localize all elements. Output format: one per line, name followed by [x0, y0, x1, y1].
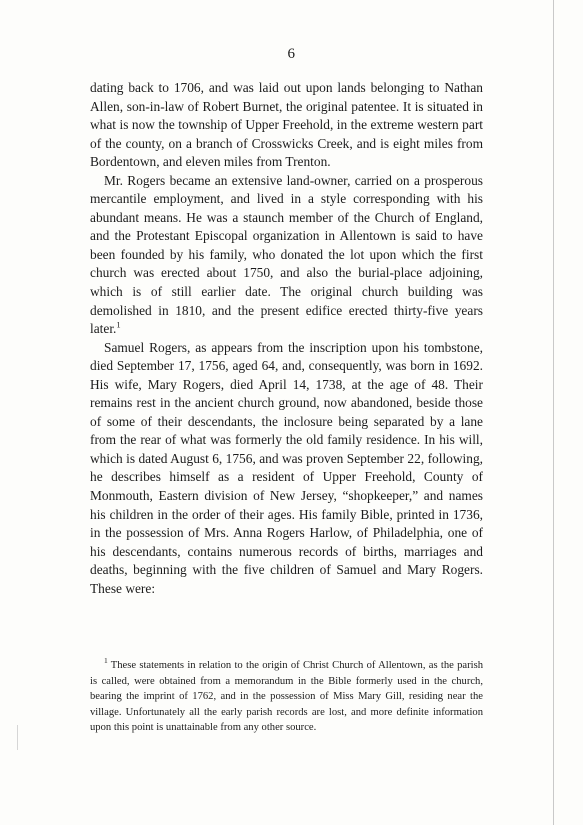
footnote-marker: 1: [116, 319, 121, 330]
page-number: 6: [287, 46, 296, 62]
paragraph-1: dating back to 1706, and was laid out upon lands belonging to Nathan Allen, son-in-law of Robert Burnet, the original patentee. It is situated in what is now the township of Upper Freehold, in the extreme western part of the county, on a branch of Crosswicks Creek, and is eight miles from Bordentown, and eleven miles from Trenton.: [90, 80, 483, 170]
paragraph-2-text: Mr. Rogers became an extensive land-owner, carried on a prosperous mercantile employment, and lived in a style corresponding with his abundant means. He was a staunch member of the Church of England, and the Protestant Episcopal organization in Allentown is said to have been founded by his family, who donated the lot upon which the first church was erected about 1750, and also the burial-place adjoining, which is of still earlier date. The original church building was demolished in 1810, and the present edifice erected thirty-five years later.: [90, 172, 483, 337]
body-text: [90, 79, 483, 598]
footnote-text: These statements in relation to the origin of Christ Church of Allentown, as the parish is called, were obtained from a memorandum in the Bible formerly used in the church, bearing the imprint of 1762, and in the possession of Miss Mary Gill, residing near the village. Unfortunately all the early parish records are lost, and more definite information upon this point is unattainable from any other source.: [90, 660, 483, 734]
footnote-number: 1: [104, 656, 108, 666]
paragraph-2: [90, 172, 483, 339]
footnote: [90, 658, 483, 736]
page-edge-line: [553, 0, 554, 825]
page-edge-mark: [17, 725, 18, 750]
paragraph-3: Samuel Rogers, as appears from the inscription upon his tombstone, died September 17, 1756, aged 64, and, consequently, was born in 1692. His wife, Mary Rogers, died April 14, 1738, at the age of 48. Their remains rest in the ancient church ground, now abandoned, beside those of some of their descendants, the inclosure being separated by a lane from the rear of what was formerly the old family residence. In his will, which is dated August 6, 1756, and was proven September 22, following, he describes himself as a resident of Upper Freehold, County of Monmouth, Eastern division of New Jersey, “shopkeeper,” and names his children in the order of their ages. His family Bible, printed in 1736, in the possession of Mrs. Anna Rogers Harlow, of Philadelphia, one of his descendants, contains numerous records of births, marriages and deaths, beginning with the five children of Samuel and Mary Rogers. These were:: [90, 339, 483, 596]
footnote-paragraph: [90, 658, 483, 736]
